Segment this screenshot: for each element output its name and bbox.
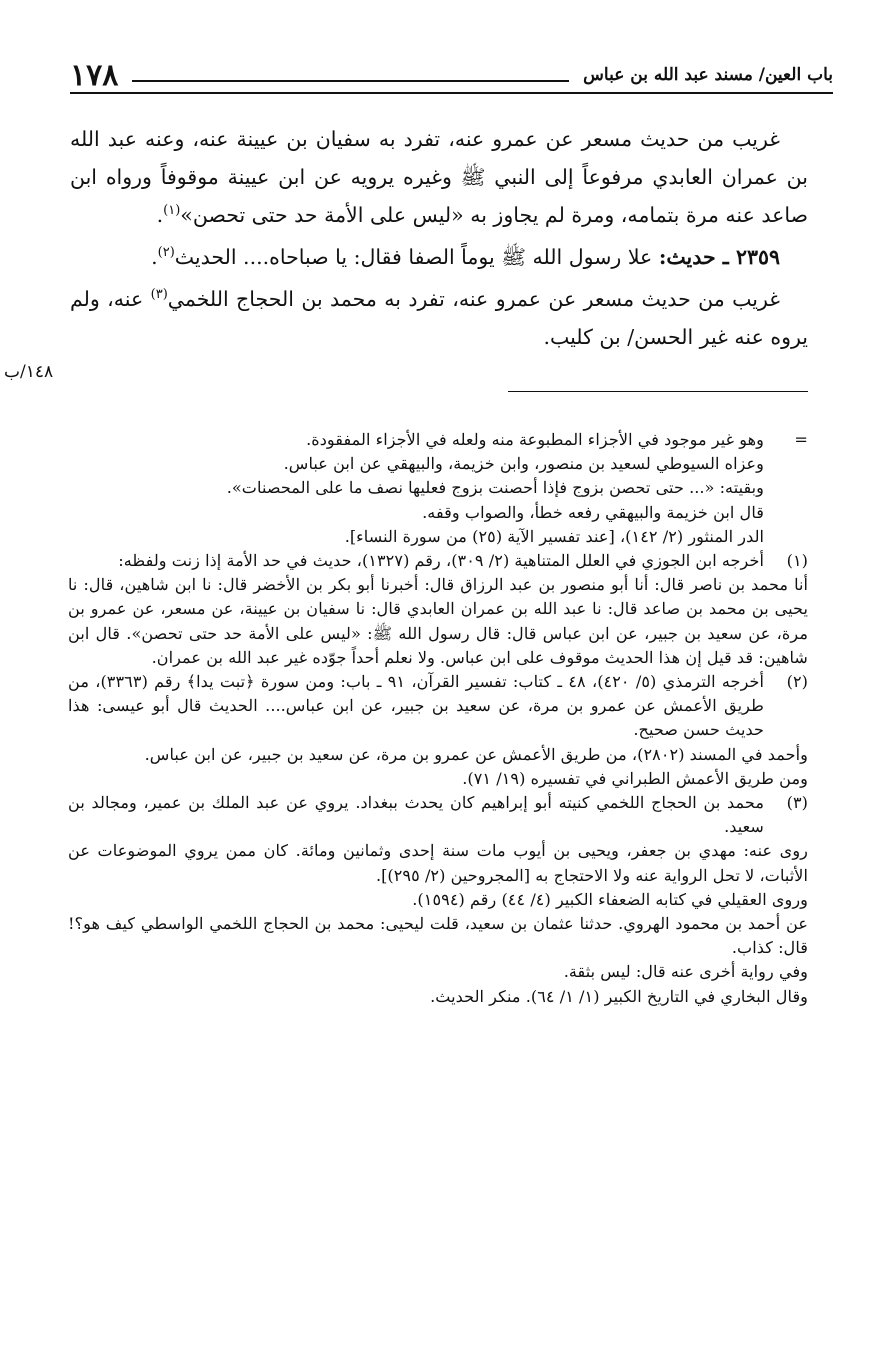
hadith-number: ٢٣٥٩ ـ حديث: <box>658 245 780 269</box>
paragraph-1: غريب من حديث مسعر عن عمرو عنه، تفرد به سفيان بن عيينة عنه، وعنه عبد الله بن عمران العابدي مرفوعاً إلى النبي ﷺ وغيره يرويه عن ابن عيينة موقوفاً ورواه ابن صاعد عنه مرة بتمامه، ومرة لم يجاوز به «ليس على الأمة حد حتى تحصن»$^{(١)}$. <box>70 127 808 227</box>
paragraph-3-text: غريب من حديث مسعر عن عمرو عنه، تفرد به محمد بن الحجاج اللخمي <box>167 287 780 311</box>
footnote-mark: (٢) <box>786 672 808 692</box>
footnote-2-extra <box>68 743 808 791</box>
footnote-mark: (٣) <box>786 793 808 813</box>
footnote-line: أخرجه الترمذي (٥/ ٤٢٠)، ٤٨ ـ كتاب: تفسير القرآن، ٩١ ـ باب: ومن سورة ﴿تبت يدا﴾ رقم (٣٣٦٣)، من طريق الأعمش عن عمرو بن مرة، عن سعيد بن جبير، عن ابن عباس.... الحديث قال أبو عيسى: هذا حديث حسن صحيح. <box>68 672 764 740</box>
footnote-line: ومن طريق الأعمش الطبراني في تفسيره (١٩/ ٧١). <box>462 768 808 788</box>
hadith-2359: ٢٣٥٩ ـ حديث: علا رسول الله ﷺ يوماً الصفا فقال: يا صباحاه.... الحديث$^{(٢)}$. <box>151 245 780 269</box>
running-title: باب العين/ مسند عبد الله بن عباس <box>583 65 833 85</box>
footnote-separator <box>508 391 808 392</box>
footnote-line: عن أحمد بن محمود الهروي. حدثنا عثمان بن سعيد، قلت ليحيى: محمد بن الحجاج اللخمي الواسطي كيف هو؟! قال: كذاب. <box>68 914 808 958</box>
footnotes <box>68 428 808 1009</box>
footnote-line: أنا محمد بن ناصر قال: أنا أبو منصور بن عبد الرزاق قال: أخبرنا أبو بكر بن الأخضر قال: نا ابن شاهين، قال: نا يحيى بن محمد بن صاعد قال: نا عبد الله بن عمران العابدي قال: نا سفيان بن عيينة، عن مسعر، عن عمرو بن مرة، عن سعيد بن جبير، عن ابن عباس قال: قال رسول الله ﷺ: «ليس على الأمة حد حتى تحصن». قال ابن شاهين: قد قيل إن هذا الحديث موقوف على ابن عباس. ولا نعلم أحداً جوّده غير عبد الله بن عمران. <box>68 575 808 667</box>
footnote-continuation <box>68 428 808 549</box>
footnote-ref-2: (٢) <box>157 245 175 261</box>
paragraph-1-text: غريب من حديث مسعر عن عمرو عنه، تفرد به سفيان بن عيينة عنه، وعنه عبد الله بن عمران العابدي مرفوعاً إلى النبي ﷺ وغيره يرويه عن ابن عيينة موقوفاً ورواه ابن صاعد عنه مرة بتمامه، ومرة لم يجاوز به «ليس على الأمة حد حتى تحصن» <box>70 127 808 227</box>
header-rule <box>132 80 569 82</box>
footnote-line: الدر المنثور (٢/ ١٤٢)، [عند تفسير الآية (٢٥) من سورة النساء]. <box>344 526 764 546</box>
paragraph-3-continuation: عنه، ولم يروه عنه غير الحسن/ بن كليب. <box>70 287 808 349</box>
footnote-line: محمد بن الحجاج اللخمي كنيته أبو إبراهيم كان يحدث ببغداد. يروي عن عبد الملك بن عمير، ومجالد بن سعيد. <box>68 793 764 837</box>
footnote-line: وهو غير موجود في الأجزاء المطبوعة منه ولعله في الأجزاء المفقودة. <box>306 430 764 449</box>
footnote-line: أخرجه ابن الجوزي في العلل المتناهية (٢/ ٣٠٩)، رقم (١٣٢٧)، حديث في حد الأمة إذا زنت ولفظه: <box>118 551 764 571</box>
footnote-mark: = <box>794 430 808 449</box>
paragraph-3 <box>70 280 808 356</box>
footnote-line: روى عنه: مهدي بن جعفر، ويحيى بن أيوب مات سنة إحدى وثمانين ومائة. كان ممن يروي الموضوعات عن الأثبات، لا تحل الرواية عنه ولا الاحتجاج به [المجروحين (٢/ ٢٩٥)]. <box>68 841 808 885</box>
page-header <box>70 58 833 94</box>
footnote-line: قال ابن خزيمة والبيهقي رفعه خطأ، والصواب وقفه. <box>422 502 764 522</box>
main-text <box>70 120 808 360</box>
hadith-text: علا رسول الله ﷺ يوماً الصفا فقال: يا صباحاه.... الحديث <box>174 245 653 269</box>
footnote-1-quote <box>68 573 808 670</box>
footnote-mark: (١) <box>786 551 808 571</box>
footnote-line: وقال البخاري في التاريخ الكبير (١/ ١/ ٦٤). منكر الحديث. <box>430 986 808 1006</box>
footnote-line: وبقيته: «... حتى تحصن بزوج فإذا أحصنت بزوج فعليها نصف ما على المحصنات». <box>226 478 764 498</box>
footnote-3-extra <box>68 839 808 1008</box>
footnote-2 <box>68 670 808 743</box>
footnote-line: وعزاه السيوطي لسعيد بن منصور، وابن خزيمة، والبيهقي عن ابن عباس. <box>283 454 764 474</box>
footnote-line: وأحمد في المسند (٢٨٠٢)، من طريق الأعمش عن عمرو بن مرة، عن سعيد بن جبير، عن ابن عباس. <box>144 744 808 764</box>
footnote-line: وفي رواية أخرى عنه قال: ليس بثقة. <box>563 962 808 982</box>
page-number: ١٧٨ <box>70 57 119 93</box>
footnote-line: وروى العقيلي في كتابه الضعفاء الكبير (٤/ ٤٤) رقم (١٥٩٤). <box>412 889 808 909</box>
footnote-3 <box>68 791 808 839</box>
footnote-ref-1: (١) <box>163 203 181 219</box>
manuscript-folio-ref: ١٤٨/ب <box>4 362 54 382</box>
footnote-ref-3: (٣) <box>150 287 168 303</box>
footnote-1 <box>68 549 808 573</box>
